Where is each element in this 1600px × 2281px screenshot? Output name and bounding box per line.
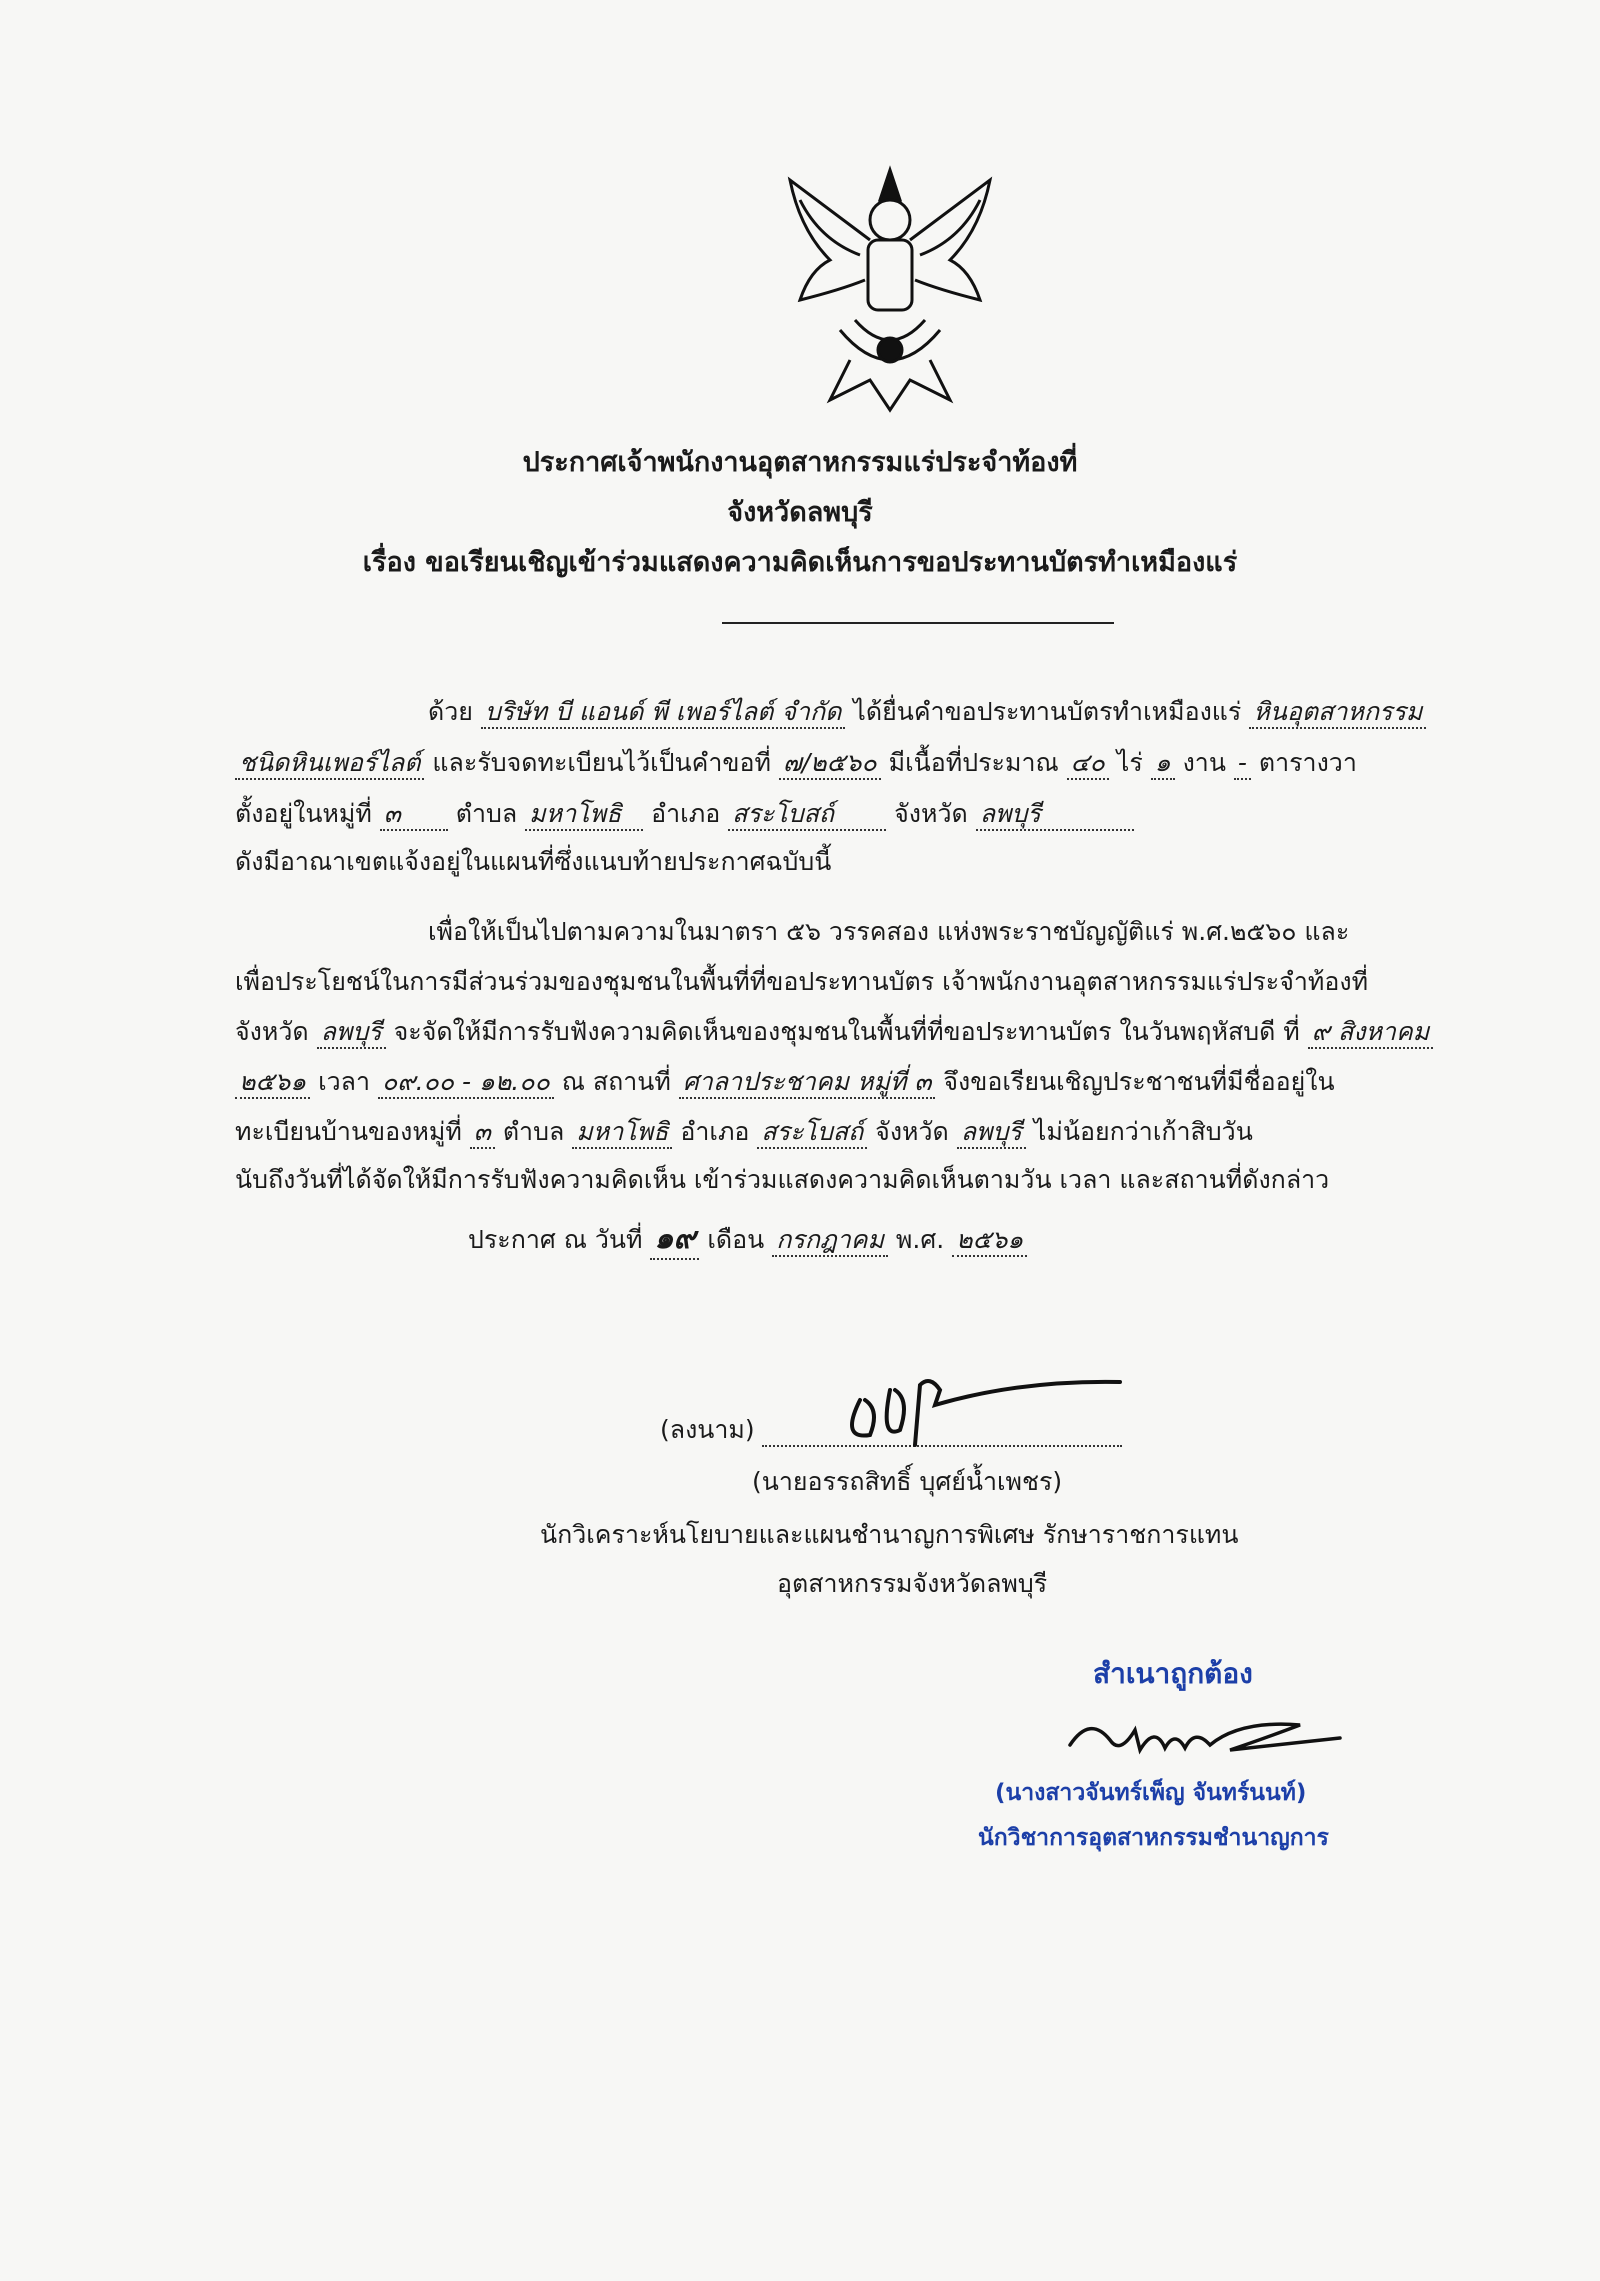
meeting-time-field: ๐๙.๐๐ - ๑๒.๐๐ (378, 1066, 554, 1099)
text: มีเนื้อที่ประมาณ (888, 748, 1059, 777)
text: ประกาศ ณ วันที่ (468, 1225, 643, 1254)
text: พ.ศ. (895, 1225, 945, 1254)
text: อำเภอ (680, 1117, 750, 1146)
garuda-emblem (770, 160, 1010, 420)
text: ตารางวา (1258, 748, 1357, 777)
province-field: ลพบุรี (317, 1016, 386, 1049)
text: และรับจดทะเบียนไว้เป็นคำขอที่ (432, 748, 771, 777)
text: ได้ยื่นคำขอประทานบัตรทำเหมืองแร่ (853, 697, 1242, 726)
header-line-2: จังหวัดลพบุรี (727, 497, 873, 528)
text: งาน (1182, 748, 1226, 777)
signer-position-1: นักวิเคราะห์นโยบายและแผนชำนาญการพิเศษ รักษาราชการแทน (540, 1520, 1239, 1549)
venue-field: ศาลาประชาคม หมู่ที่ ๓ (679, 1066, 936, 1099)
para1-line4: ดังมีอาณาเขตแจ้งอยู่ในแผนที่ซึ่งแนบท้ายประกาศฉบับนี้ (235, 847, 832, 876)
text: เวลา (318, 1067, 371, 1096)
text: จังหวัด (875, 1117, 949, 1146)
amphoe-field: สระโบสถ์ (757, 1116, 867, 1149)
signer-position-2: อุตสาหกรรมจังหวัดลพบุรี (777, 1569, 1048, 1598)
mineral-type-field: ชนิดหินเพอร์ไลต์ (235, 747, 424, 780)
province-field: ลพบุรี (976, 798, 1134, 831)
moo-field: ๓ (470, 1116, 495, 1149)
para2-line2: เพื่อประโยชน์ในการมีส่วนร่วมของชุมชนในพื้นที่ที่ขอประทานบัตร เจ้าพนักงานอุตสาหกรรมแร่ประจำท้องที่ (235, 967, 1369, 996)
wa-field: - (1234, 747, 1251, 780)
company-field: บริษัท บี แอนด์ พี เพอร์ไลต์ จำกัด (481, 696, 845, 729)
para2-line1: เพื่อให้เป็นไปตามความในมาตรา ๕๖ วรรคสอง แห่งพระราชบัญญัติแร่ พ.ศ.๒๕๖๐ และ (428, 917, 1350, 946)
text: อำเภอ (651, 799, 721, 828)
handwritten-signature (820, 1360, 1140, 1450)
text: จังหวัด (894, 799, 968, 828)
announce-year-field: ๒๕๖๑ (952, 1224, 1027, 1257)
request-no-field: ๗/๒๕๖๐ (779, 747, 881, 780)
text: ตำบล (502, 1117, 565, 1146)
tambon-field: มหาโพธิ (525, 798, 643, 831)
header-divider (722, 622, 1114, 624)
certifier-position: นักวิชาการอุตสาหกรรมชำนาญการ (978, 1825, 1329, 1851)
tambon-field: มหาโพธิ (572, 1116, 672, 1149)
ngan-field: ๑ (1151, 747, 1175, 780)
text: ณ สถานที่ (561, 1067, 671, 1096)
certifier-signature (1060, 1700, 1360, 1770)
announce-date-line (468, 1220, 1027, 1260)
sign-label: (ลงนาม) (660, 1415, 755, 1444)
text: จึงขอเรียนเชิญประชาชนที่มีชื่ออยู่ใน (943, 1067, 1335, 1096)
header-line-1: ประกาศเจ้าพนักงานอุตสาหกรรมแร่ประจำท้องที่ (522, 447, 1078, 478)
para1-line3 (235, 794, 1134, 834)
text: จังหวัด (235, 1017, 309, 1046)
meeting-year-field: ๒๕๖๑ (235, 1066, 310, 1099)
para1-line1 (428, 692, 1426, 732)
text: จะจัดให้มีการรับฟังความคิดเห็นของชุมชนในพื้นที่ที่ขอประทานบัตร ในวันพฤหัสบดี ที่ (393, 1017, 1300, 1046)
moo-field: ๓ (380, 798, 448, 831)
text: ด้วย (428, 697, 473, 726)
para1-line2 (235, 743, 1357, 783)
text: ตำบล (455, 799, 518, 828)
para2-line4 (235, 1062, 1335, 1102)
signer-name: (นายอรรถสิทธิ์ บุศย์น้ำเพชร) (752, 1467, 1063, 1496)
announce-month-field: กรกฎาคม (772, 1224, 888, 1257)
header-subject: เรื่อง ขอเรียนเชิญเข้าร่วมแสดงความคิดเห็นการขอประทานบัตรทำเหมืองแร่ (362, 547, 1238, 578)
text: ทะเบียนบ้านของหมู่ที่ (235, 1117, 462, 1146)
meeting-date-field: ๙ สิงหาคม (1308, 1016, 1433, 1049)
rai-field: ๔๐ (1067, 747, 1109, 780)
province-field: ลพบุรี (957, 1116, 1026, 1149)
text: ไร่ (1116, 748, 1143, 777)
certified-copy-title: สำเนาถูกต้อง (1093, 1657, 1253, 1690)
para2-line5 (235, 1112, 1253, 1152)
text: ไม่น้อยกว่าเก้าสิบวัน (1033, 1117, 1253, 1146)
certifier-name: (นางสาวจันทร์เพ็ญ จันทร์นนท์) (995, 1780, 1307, 1806)
mineral-field: หินอุตสาหกรรม (1249, 696, 1426, 729)
para2-line6: นับถึงวันที่ได้จัดให้มีการรับฟังความคิดเห็น เข้าร่วมแสดงความคิดเห็นตามวัน เวลา และสถานที่ดังกล่าว (235, 1165, 1330, 1194)
announce-day-field: ๑๙ (650, 1220, 699, 1260)
text: ตั้งอยู่ในหมู่ที่ (235, 799, 372, 828)
text: เดือน (707, 1225, 765, 1254)
para2-line3 (235, 1012, 1433, 1052)
amphoe-field: สระโบสถ์ (728, 798, 886, 831)
